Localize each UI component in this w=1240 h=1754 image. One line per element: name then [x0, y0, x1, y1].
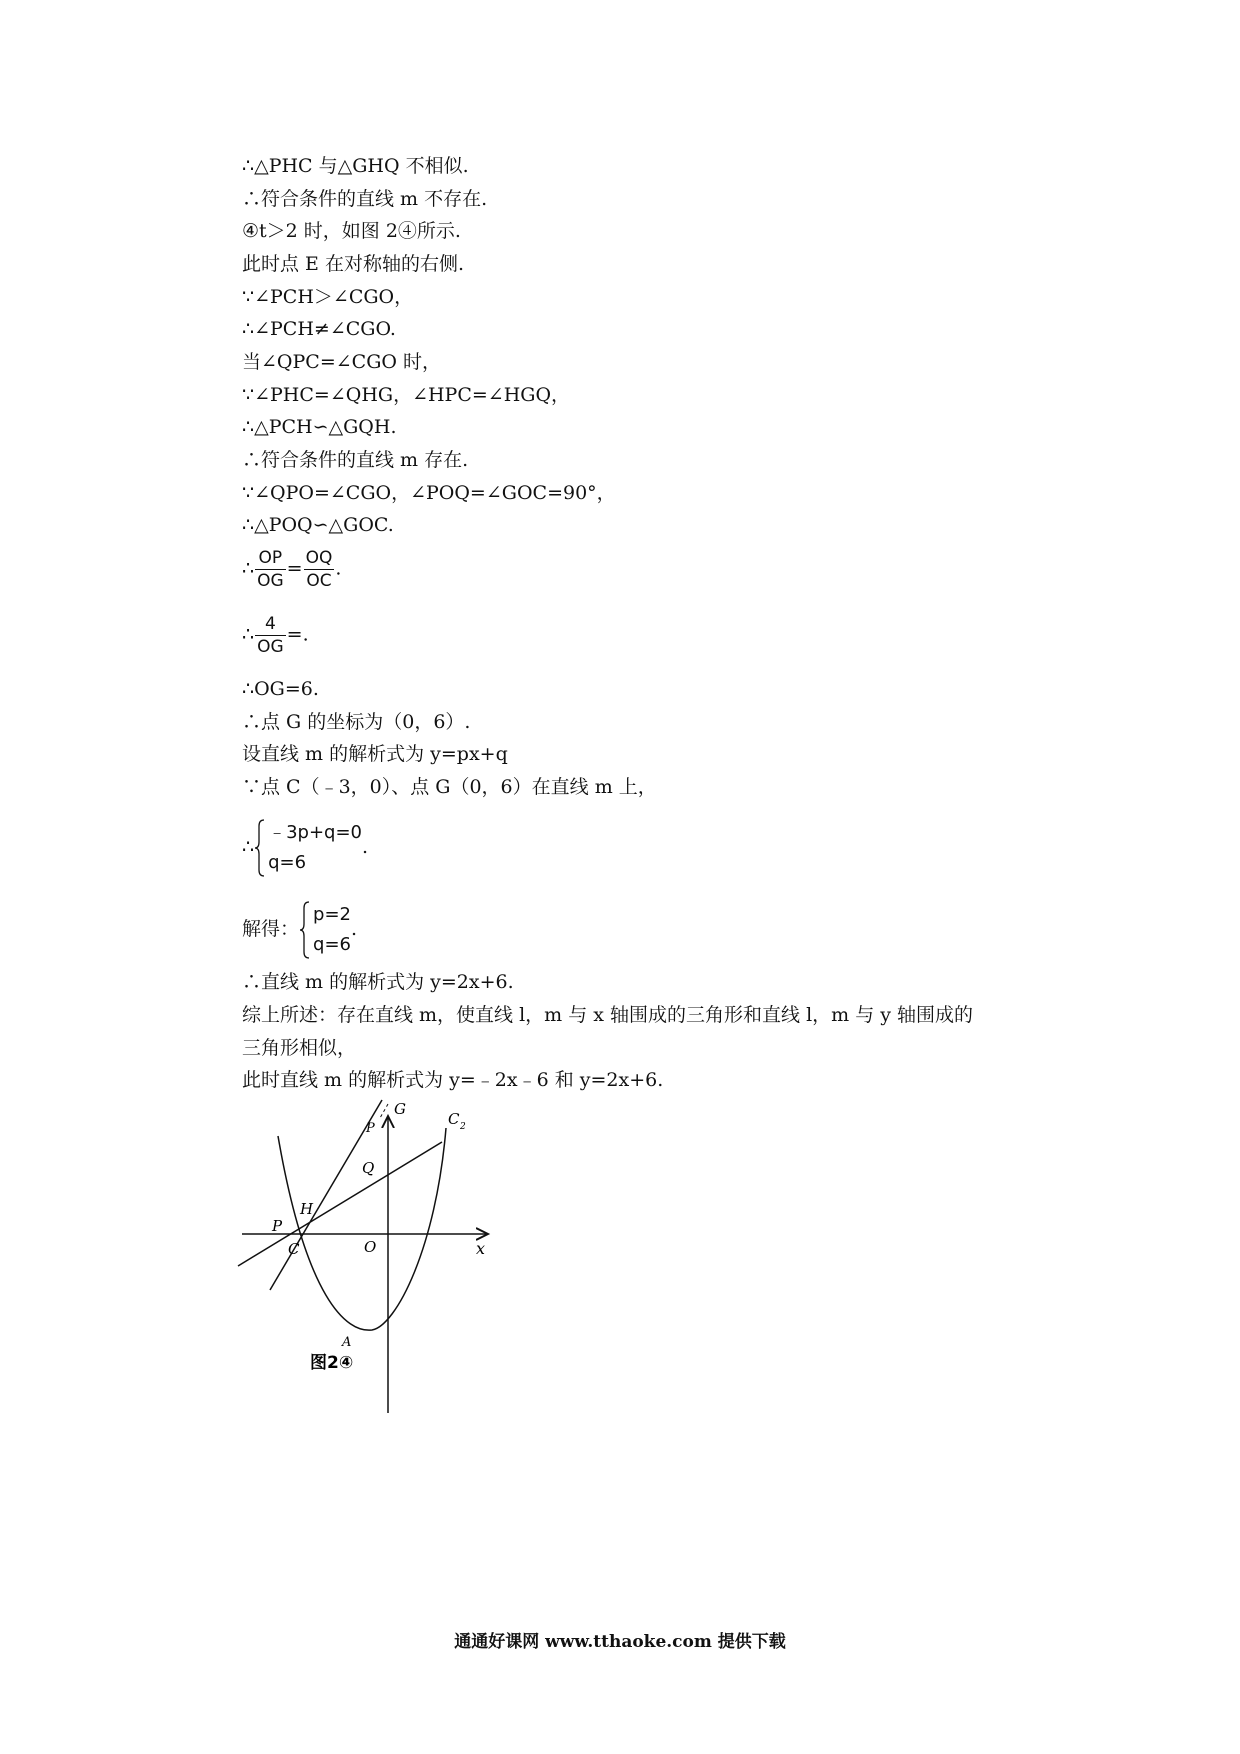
numerator: OP [255, 547, 286, 570]
label-p-top: P [366, 1121, 375, 1136]
dashed-extension [380, 1104, 388, 1118]
text-line: ∴符合条件的直线 m 存在. [242, 449, 469, 471]
text-line: ∵∠QPO=∠CGO，∠POQ=∠GOC=90°， [242, 482, 616, 504]
fraction-equation-2 [242, 613, 309, 658]
line-l [238, 1142, 442, 1266]
fraction-op-og [255, 547, 286, 592]
text-line: ∴△PCH∽△GQH. [242, 416, 397, 438]
system-brace-block [254, 818, 362, 878]
text-line: ∵∠PCH＞∠CGO， [242, 286, 414, 308]
period: . [350, 918, 358, 940]
label-c2-subscript: 2 [460, 1122, 466, 1132]
left-brace-icon [254, 818, 266, 878]
system-row: ﹣3p+q=0 [268, 822, 363, 843]
system-row: q=6 [313, 934, 351, 955]
system-row: q=6 [268, 852, 307, 873]
system-brace-block [299, 900, 351, 960]
fraction-4-og [255, 613, 286, 658]
label-q: Q [362, 1159, 375, 1177]
text-line: ∵∠PHC=∠QHG，∠HPC=∠HGQ， [242, 384, 571, 406]
solve-label: 解得： [242, 918, 300, 940]
text-line: 设直线 m 的解析式为 y=px+q [242, 743, 508, 765]
label-o: O [364, 1238, 377, 1256]
figure-caption: 图2④ [310, 1353, 354, 1373]
label-x: x [476, 1239, 486, 1258]
therefore-symbol: ∴ [242, 623, 255, 646]
text-line: ∴OG=6. [242, 678, 319, 700]
text-line: ∴∠PCH≠∠CGO. [242, 318, 396, 340]
period: . [362, 836, 369, 858]
denominator: OC [306, 571, 332, 591]
numerator: 4 [255, 613, 286, 636]
equation-system-2 [242, 900, 357, 960]
label-g: G [394, 1100, 406, 1118]
text-line: ∴△PHC 与△GHQ 不相似. [242, 155, 469, 177]
label-h: H [300, 1200, 314, 1218]
footer-watermark: 通通好课网 www.tthaoke.com 提供下载 [454, 1632, 786, 1652]
equals-period: =. [286, 623, 309, 646]
numerator: OQ [305, 548, 333, 568]
equals-sign: = [286, 557, 303, 580]
equation-system-1 [242, 818, 368, 878]
therefore-symbol: ∴ [242, 557, 255, 580]
left-brace-icon [299, 900, 311, 960]
text-line: 当∠QPC=∠CGO 时， [242, 351, 441, 373]
text-line: 此时直线 m 的解析式为 y=﹣2x﹣6 和 y=2x+6. [242, 1069, 664, 1091]
text-line: ∴点 G 的坐标为（0，6）. [242, 711, 471, 733]
fraction-oq-oc [304, 547, 335, 592]
text-line: ∴△POQ∽△GOC. [242, 514, 394, 536]
label-a: A [342, 1335, 352, 1350]
text-line: 三角形相似， [242, 1037, 357, 1059]
text-line: 此时点 E 在对称轴的右侧. [242, 253, 464, 275]
text-line: ∵点 C（﹣3，0）、点 G（0，6）在直线 m 上， [242, 776, 657, 798]
label-p: P [272, 1217, 283, 1235]
label-c2: C [448, 1110, 460, 1128]
label-c: C [288, 1240, 300, 1258]
period: . [335, 557, 342, 580]
system-row: p=2 [313, 904, 351, 925]
text-line: ∴符合条件的直线 m 不存在. [242, 188, 488, 210]
denominator: OG [257, 571, 284, 591]
geometry-figure [236, 1098, 506, 1418]
fraction-equation-1 [242, 547, 341, 592]
text-line: ∴直线 m 的解析式为 y=2x+6. [242, 971, 514, 993]
text-line: 综上所述：存在直线 m，使直线 l，m 与 x 轴围成的三角形和直线 l，m 与 y 轴围成的 [242, 1004, 974, 1026]
text-line: ④t＞2 时，如图 2④所示. [242, 220, 461, 242]
therefore-symbol: ∴ [242, 836, 255, 858]
denominator: OG [257, 637, 284, 657]
